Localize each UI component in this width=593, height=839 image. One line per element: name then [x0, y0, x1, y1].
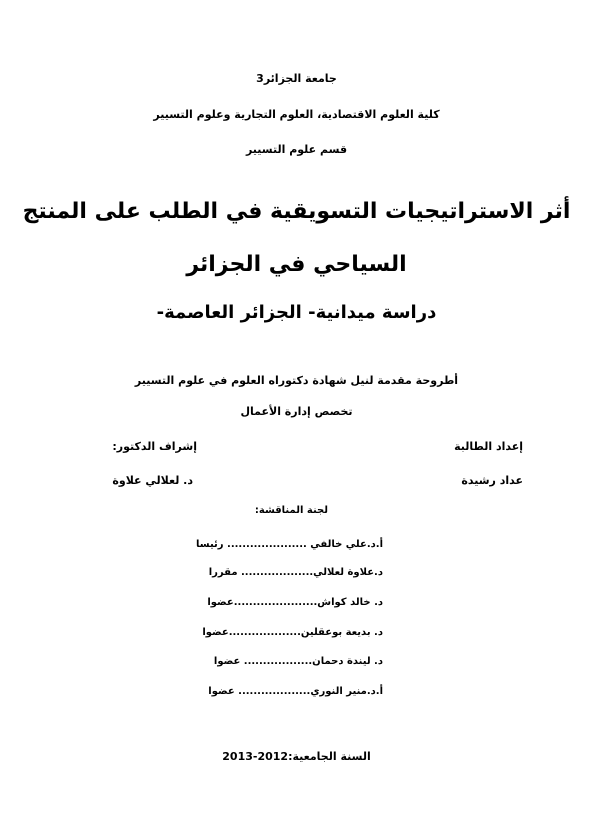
committee-heading: لجنة المناقشة:: [254, 505, 328, 516]
committee-member: د. خالد كواش......................عضوا: [207, 597, 383, 608]
thesis-subtitle: دراسة ميدانية- الجزائر العاصمة-: [156, 302, 437, 323]
thesis-title-line1: أثر الاستراتيجيات التسويقية في الطلب على المنتج: [22, 199, 571, 224]
thesis-title-line2: السياحي في الجزائر: [186, 252, 407, 277]
prepared-by-label: إعداد الطالبة: [454, 440, 523, 453]
committee-member: أ.د.منير النوري................... عضوا: [208, 686, 383, 697]
thesis-description: أطروحة مقدمة لنيل شهادة دكتوراه العلوم في علوم التسيير: [134, 374, 459, 387]
supervisor-name: د. لعلالي علاوة: [112, 474, 193, 487]
committee-member: د.علاوة لعلالي................... مقررا: [208, 567, 383, 578]
academic-year: السنة الجامعية:2012-2013: [222, 750, 371, 763]
supervisor-label: إشراف الدكتور:: [112, 440, 197, 453]
committee-member: أ.د.علي خالفي ..................... رئيسا: [196, 539, 383, 550]
committee-member: د. ليندة دحمان.................. عضوا: [213, 656, 383, 667]
committee-member: د. بديعة بوعقلين...................عضوا: [202, 627, 383, 638]
thesis-specialty: تخصص إدارة الأعمال: [240, 405, 353, 418]
university-name: جامعة الجزائر3: [256, 72, 337, 85]
student-name: عداد رشيدة: [461, 474, 523, 487]
faculty-name: كلية العلوم الاقتصادية، العلوم التجارية وعلوم التسيير: [153, 108, 440, 121]
department-name: قسم علوم التسيير: [245, 143, 348, 156]
